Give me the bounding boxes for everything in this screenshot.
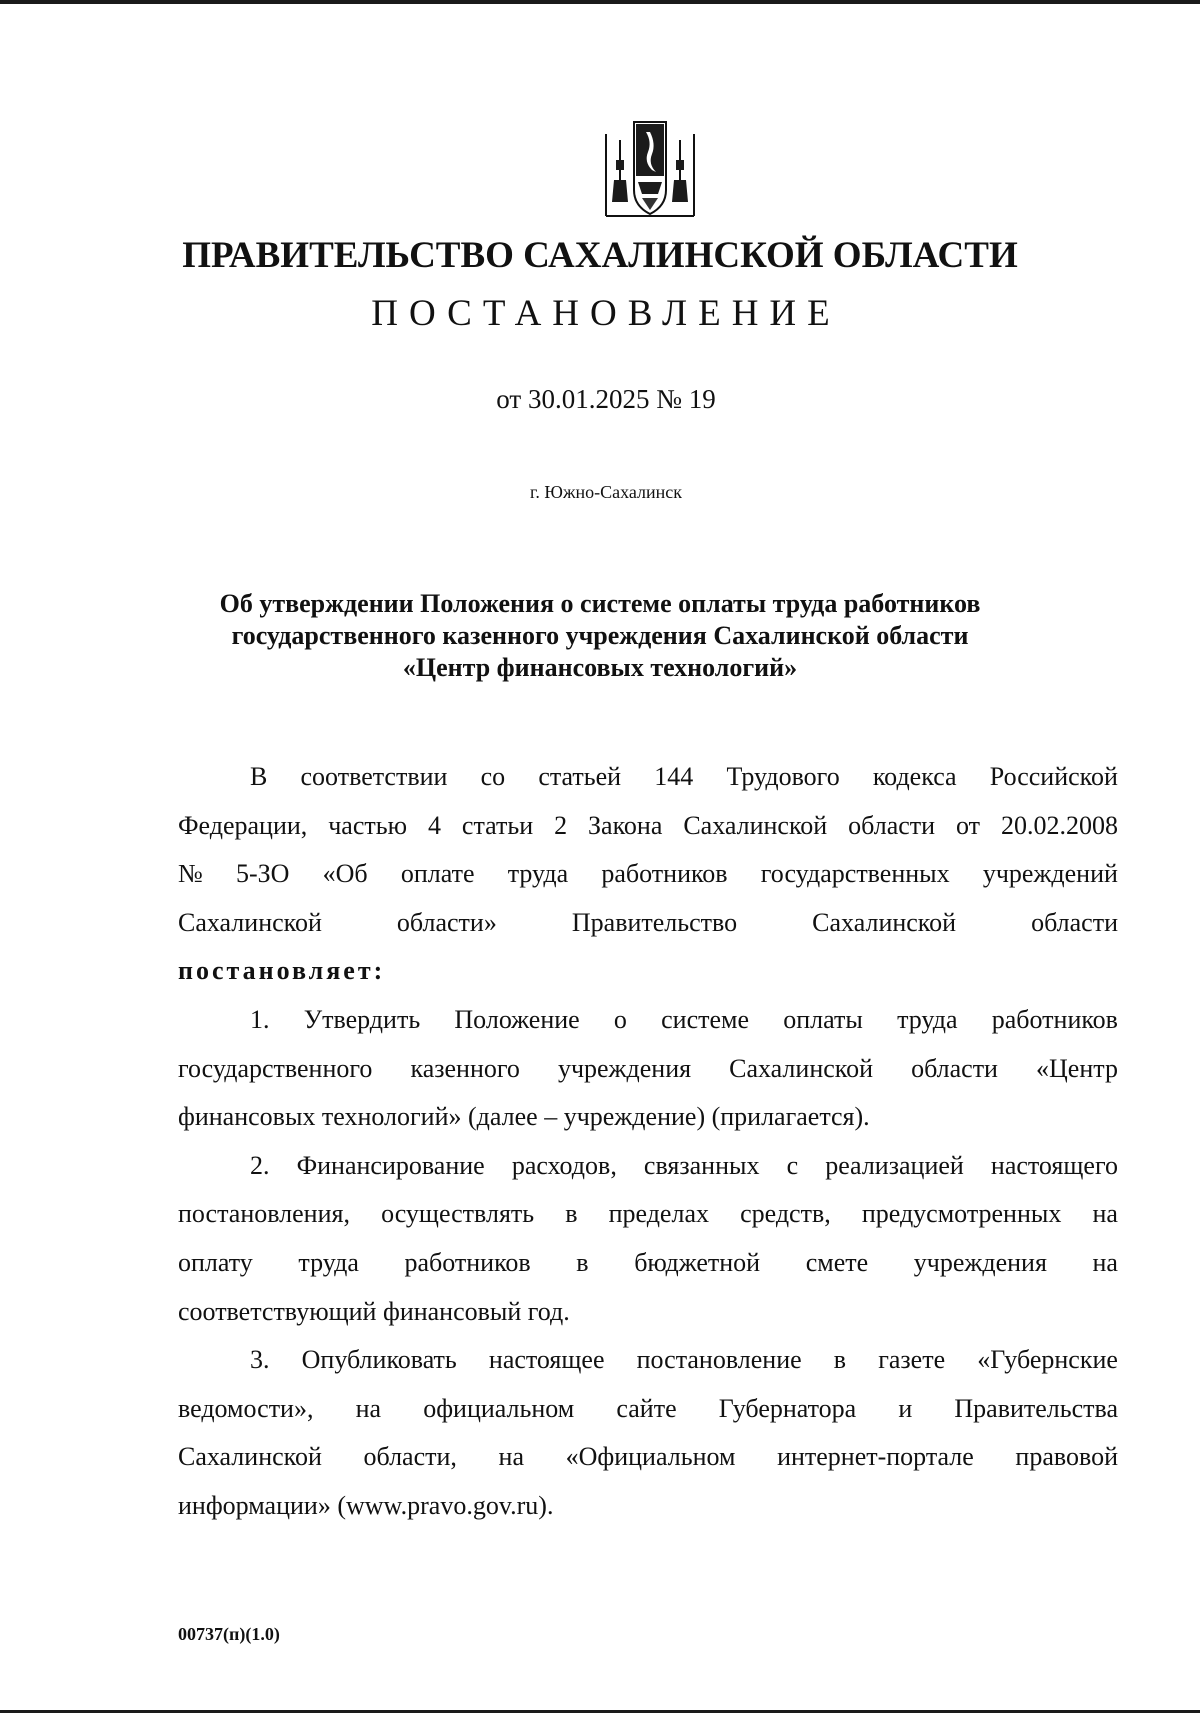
word: Финансирование [296, 1150, 485, 1180]
word: оплате [400, 859, 475, 889]
item-1-line [178, 996, 1118, 1045]
document-subject [160, 588, 1040, 684]
coat-of-arms-icon [598, 120, 702, 224]
word: от [956, 810, 981, 840]
word: интернет-портале [777, 1442, 974, 1472]
word: работников [601, 859, 728, 889]
word: сайте [616, 1393, 677, 1423]
word: Сахалинской [178, 1442, 322, 1472]
word: на [1092, 1199, 1118, 1229]
word: статьи [461, 810, 534, 840]
word: области» [396, 907, 497, 937]
word: Губернатора [718, 1393, 857, 1423]
word: В [250, 762, 268, 791]
word: области, [363, 1442, 457, 1472]
subject-line: государственного казенного учреждения Сахалинской области [231, 621, 969, 650]
item-2-line [178, 1239, 1118, 1288]
word: смете [805, 1247, 869, 1277]
document-city: г. Южно-Сахалинск [529, 482, 683, 502]
word: Правительство [571, 907, 738, 937]
word: Правительства [954, 1393, 1118, 1423]
word: труда [298, 1247, 359, 1277]
word: государственных [760, 859, 950, 889]
preamble-line [178, 802, 1118, 851]
item-3-text: информации» (www.pravo.gov.ru). [178, 1490, 554, 1520]
word: пределах [608, 1199, 709, 1229]
word: учреждения [913, 1247, 1047, 1277]
word: Сахалинской [812, 907, 957, 937]
word: 20.02.2008 [1000, 810, 1118, 840]
preamble-line [178, 850, 1118, 899]
word: соответствии [300, 762, 448, 791]
word: правовой [1015, 1442, 1118, 1472]
word: казенного [410, 1053, 520, 1083]
word: «Об [322, 859, 368, 889]
scan-edge-top [0, 0, 1200, 4]
word: области [1031, 907, 1118, 937]
word: Опубликовать [301, 1345, 457, 1375]
word: оплату [178, 1247, 253, 1277]
word: газете [878, 1345, 946, 1375]
word: № [178, 859, 203, 889]
word: со [480, 762, 506, 791]
word: с [786, 1150, 799, 1180]
word: области [848, 810, 936, 840]
preamble-line [178, 899, 1118, 948]
item-2-line [178, 1190, 1118, 1239]
word: расходов, [511, 1150, 617, 1180]
document-type: ПОСТАНОВЛЕНИЕ [371, 293, 841, 334]
word: постановление [636, 1345, 802, 1375]
item-1-line [178, 1093, 1118, 1142]
item-3-line [178, 1336, 1118, 1385]
word: учреждения [557, 1053, 692, 1083]
word: на [498, 1442, 524, 1472]
decree-word: постановляет: [178, 956, 386, 986]
word: в [833, 1345, 847, 1375]
organization-title: ПРАВИТЕЛЬСТВО САХАЛИНСКОЙ ОБЛАСТИ [182, 235, 1018, 276]
word: постановления, [178, 1199, 350, 1229]
document-body [178, 753, 1118, 1531]
word: труда [897, 1004, 958, 1034]
item-2-text: соответствующий финансовый год. [178, 1296, 570, 1326]
word: кодекса [872, 762, 957, 791]
word: на [355, 1393, 382, 1423]
word: и [898, 1393, 913, 1423]
word: Положение [454, 1004, 580, 1034]
word: Сахалинской [178, 907, 322, 937]
word: 144 [654, 762, 694, 791]
form-code: 00737(п)(1.0) [178, 1624, 280, 1644]
word: предусмотренных [861, 1199, 1062, 1229]
item-2-line [178, 1142, 1118, 1191]
word: Сахалинской [683, 810, 828, 840]
preamble-line [178, 753, 1118, 802]
word: в [565, 1199, 578, 1229]
document-date-number: от 30.01.2025 № 19 [496, 384, 716, 414]
word: работников [991, 1004, 1118, 1034]
word: оплаты [783, 1004, 863, 1034]
word: государственного [178, 1053, 373, 1083]
word: бюджетной [634, 1247, 761, 1277]
word: в [576, 1247, 589, 1277]
word: «Центр [1036, 1053, 1118, 1083]
word: учреждений [982, 859, 1118, 889]
word: реализацией [825, 1150, 964, 1180]
word: настоящее [488, 1345, 605, 1375]
item-1-text: финансовых технологий» (далее – учреждение) (прилагается). [178, 1102, 870, 1132]
item-1-line [178, 1045, 1118, 1094]
word: 4 [427, 810, 441, 840]
word: 2 [554, 810, 568, 840]
word: области [911, 1053, 998, 1083]
word: 1. [250, 1004, 270, 1034]
word: 2. [250, 1150, 270, 1180]
word: частью [328, 810, 408, 840]
word: Сахалинской [729, 1053, 874, 1083]
word: Трудового [726, 762, 840, 791]
item-2-line [178, 1288, 1118, 1337]
word: труда [507, 859, 569, 889]
word: Федерации, [178, 810, 308, 840]
word: связанных [643, 1150, 760, 1180]
word: 5-ЗО [236, 859, 290, 889]
subject-line: Об утверждении Положения о системе оплаты труда работников [219, 589, 981, 618]
word: настоящего [990, 1150, 1118, 1180]
word: «Губернские [977, 1345, 1118, 1375]
word: официальном [423, 1393, 575, 1423]
item-3-line [178, 1482, 1118, 1531]
word: системе [661, 1004, 750, 1034]
word: Российской [989, 762, 1118, 791]
word: о [613, 1004, 627, 1034]
word: Утвердить [303, 1004, 421, 1034]
item-3-line [178, 1433, 1118, 1482]
word: на [1092, 1247, 1118, 1277]
item-3-line [178, 1385, 1118, 1434]
word: средств, [740, 1199, 831, 1229]
word: статьей [538, 762, 622, 791]
word: Закона [588, 810, 663, 840]
word: «Официальном [565, 1442, 736, 1472]
preamble-line [178, 947, 1118, 996]
subject-line: «Центр финансовых технологий» [402, 653, 798, 682]
word: работников [404, 1247, 531, 1277]
word: 3. [250, 1345, 270, 1375]
word: осуществлять [381, 1199, 535, 1229]
word: ведомости», [178, 1393, 314, 1423]
